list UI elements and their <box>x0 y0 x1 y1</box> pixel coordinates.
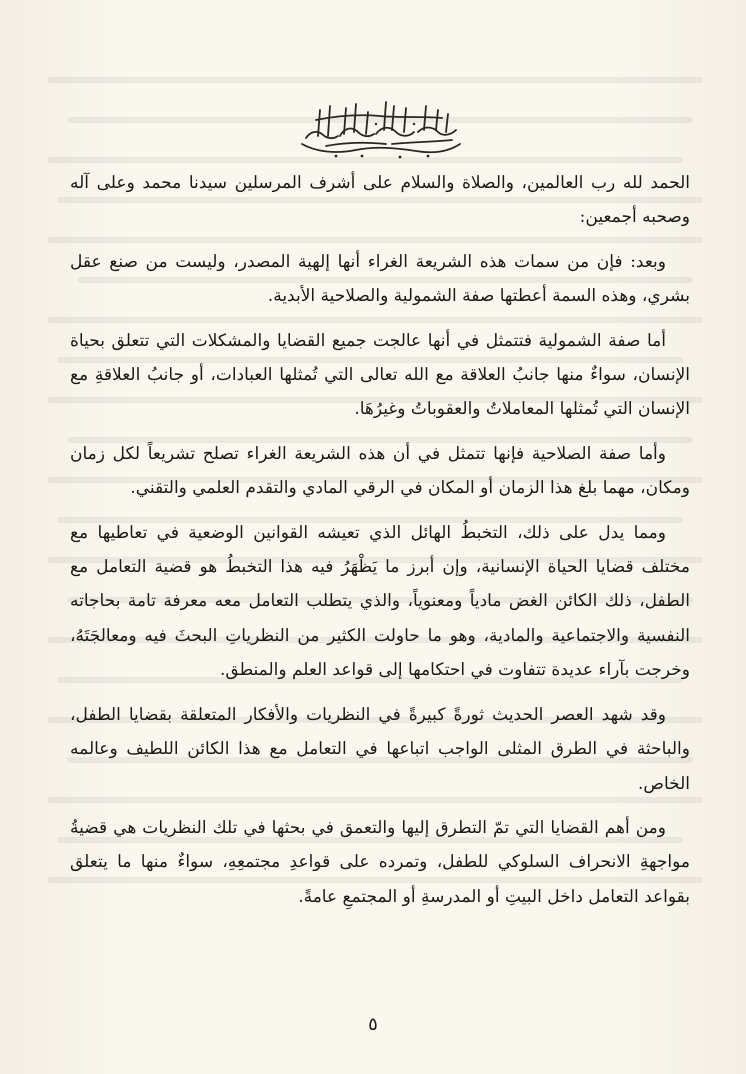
paragraph-opening-praise: الحمد لله رب العالمين، والصلاة والسلام على أشرف المرسلين سيدنا محمد وعلى آله وصحبه أجمعين: <box>70 173 690 228</box>
basmala-calligraphy <box>296 96 466 162</box>
body-text <box>70 166 690 924</box>
paragraph-modern-theories: وقد شهد العصر الحديث ثورةً كبيرةً في النظريات والأفكار المتعلقة بقضايا الطفل، والباحثة في الطرق المثلى الواجب اتباعها في التعامل مع هذا الكائن اللطيف وعالمه الخاص. <box>70 704 690 794</box>
paragraph-validity: وأما صفة الصلاحية فإنها تتمثل في أن هذه الشريعة الغراء تصلح تشريعاً لكل زمان ومكان، مهما بلغ هذا الزمان أو المكان في الرقي المادي والتقدم العلمي والتقني. <box>70 443 690 499</box>
paragraph-sharia-attributes: وبعد: فإن من سمات هذه الشريعة الغراء أنها إلهية المصدر، وليست من صنع عقل بشري، وهذه السمة أعطتها صفة الشمولية والصلاحية الأبدية. <box>70 251 690 307</box>
paragraph-positive-law-confusion: ومما يدل على ذلك، التخبطُ الهائل الذي تعيشه القوانين الوضعية في تعاطيها مع مختلف قضايا الحياة الإنسانية، وإن أبرز ما يَظْهَرُ فيه هذا التخبطُ هو قضية التعامل مع الطفل، ذلك الكائن الغض مادياً ومعنوياً، والذي يتطلب التعامل معه معرفة تامة بحاجاته النفسية والاجتماعية والمادية، وهو ما حاولت الكثير من النظرياتِ البحثَ فيه ومعالجَتَهُ، وخرجت بآراء عديدة تتفاوت في احتكامها إلى قواعد العلم والمنطق. <box>70 522 690 681</box>
paragraph-comprehensiveness: أما صفة الشمولية فتتمثل في أنها عالجت جميع القضايا والمشكلات التي تتعلق بحياة الإنسان، سواءٌ منها جانبُ العلاقة مع الله تعالى التي تُمثلها العبادات، أو جانبُ العلاقةِ مع الإنسان التي تُمثلها المعاملاتُ والعقوباتُ وغيرُهَا. <box>70 330 690 420</box>
paragraph-behavioral-deviation: ومن أهم القضايا التي تمّ التطرق إليها والتعمق في بحثها في تلك النظريات هي قضيةُ مواجهةِ الانحراف السلوكي للطفل، وتمرده على قواعدِ مجتمعِهِ، سواءٌ منها ما يتعلق بقواعد التعامل داخل البيتِ أو المدرسةِ أو المجتمعِ عامةً. <box>70 817 690 907</box>
page-number: ٥ <box>368 1014 378 1035</box>
